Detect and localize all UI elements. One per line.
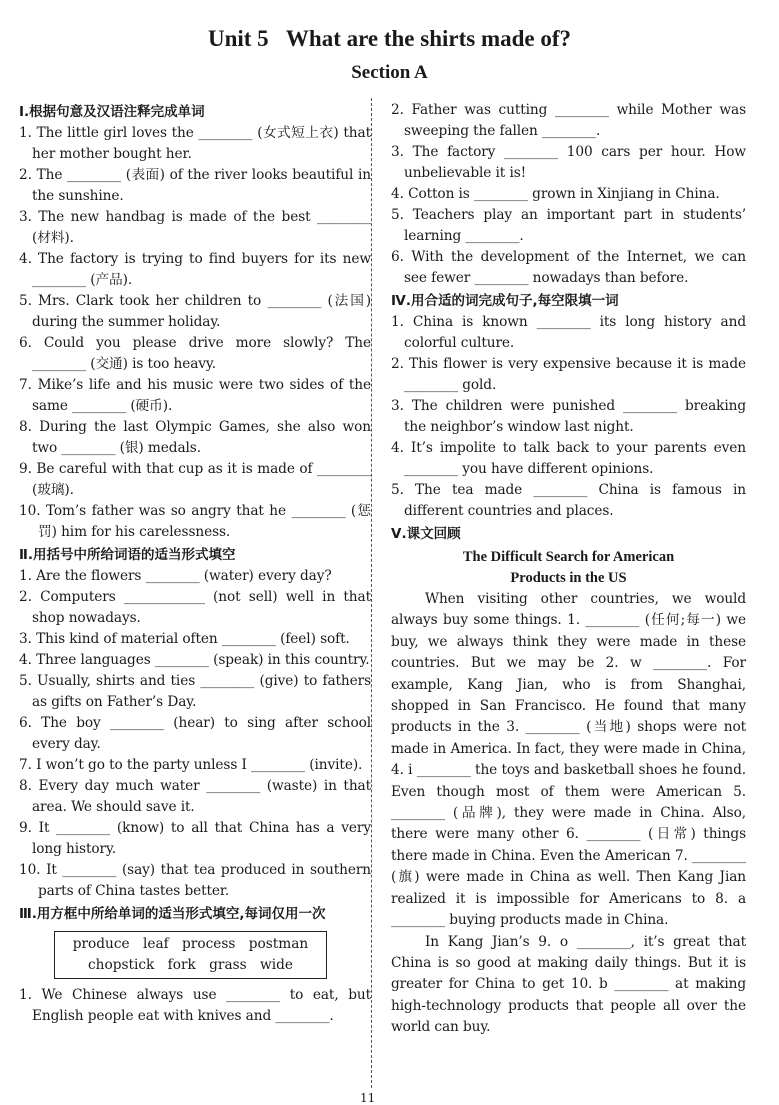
exercise-item: 8. Every day much water ________ (waste) in that area. We should save it. — [19, 778, 371, 815]
word-box-line: produce leaf process postman — [72, 936, 309, 952]
exercise-item: 1. China is known ________ its long history and colorful culture. — [391, 314, 746, 351]
part1-heading: Ⅰ.根据句意及汉语注释完成单词 — [19, 104, 205, 120]
exercise-item: 6. With the development of the Internet, we can see fewer ________ nowadays than before. — [391, 249, 746, 286]
part4-heading: Ⅳ.用合适的词完成句子,每空限填一词 — [391, 293, 619, 309]
exercise-item: 5. The tea made ________ China is famous in different countries and places. — [391, 482, 746, 519]
exercise-item: 4. The factory is trying to find buyers for its new ________ (产品). — [19, 251, 371, 288]
exercise-item: 5. Teachers play an important part in students’ learning ________. — [391, 207, 746, 244]
story-paragraph: When visiting other countries, we would always buy some things. 1. ________ (任何;每一) we buy, we always think they were made in these countries. But we may be 2. w ________. For example, Kang Jian, who is from Shanghai, shopped in San Francisco. He found that many products in the 3. ________ (当地) shops were not made in America. In fact, they were made in China, 4. i ________ the toys and basketball shoes he found. Even though most of them were American 5. ________ (品牌), they were made in China. Also, there were many other 6. ________ (日常) things there made in China. Even the American 7. ________ (旗) were made in China as well. Then Kang Jian realized it is impossible for Americans to 8. a ________ buying products made in China. — [391, 591, 746, 929]
exercise-item: 6. The boy ________ (hear) to sing after school every day. — [19, 715, 371, 752]
exercise-item: 2. This flower is very expensive because it is made ________ gold. — [391, 356, 746, 393]
exercise-item: 10. It ________ (say) that tea produced in southern parts of China tastes better. — [19, 862, 371, 899]
story-title — [391, 547, 746, 589]
exercise-item: 3. The new handbag is made of the best ________ (材料). — [19, 209, 371, 246]
exercise-item: 4. Cotton is ________ grown in Xinjiang in China. — [391, 186, 720, 202]
exercise-item: 3. This kind of material often ________ (feel) soft. — [19, 631, 350, 647]
exercise-item: 1. The little girl loves the ________ (女式短上衣) that her mother bought her. — [19, 125, 371, 162]
left-column — [19, 100, 371, 1027]
story-title-line: The Difficult Search for American — [462, 549, 675, 565]
exercise-item: 2. Computers ____________ (not sell) well in that shop nowadays. — [19, 589, 371, 626]
exercise-item: 1. We Chinese always use ________ to eat, but English people eat with knives and ________. — [19, 987, 371, 1024]
exercise-item: 8. During the last Olympic Games, she also won two ________ (银) medals. — [19, 419, 371, 456]
exercise-item: 5. Mrs. Clark took her children to ________ (法国) during the summer holiday. — [19, 293, 371, 330]
exercise-item: 3. The children were punished ________ breaking the neighbor’s window last night. — [391, 398, 746, 435]
exercise-item: 6. Could you please drive more slowly? The ________ (交通) is too heavy. — [19, 335, 371, 372]
word-box — [54, 931, 327, 979]
column-divider — [371, 98, 372, 1088]
story-paragraph: In Kang Jian’s 9. o ________, it’s great that China is so good at making daily things. But it is greater for China to get 10. b ________ at making high-technology products that people all over the world can buy. — [391, 933, 746, 1036]
right-column — [391, 100, 746, 1039]
exercise-item: 9. It ________ (know) to all that China has a very long history. — [19, 820, 371, 857]
part3-heading: Ⅲ.用方框中所给单词的适当形式填空,每词仅用一次 — [19, 906, 326, 922]
word-box-line: chopstick fork grass wide — [87, 957, 293, 973]
exercise-item: 7. I won’t go to the party unless I ________ (invite). — [19, 757, 363, 773]
story-title-line: Products in the US — [510, 570, 627, 586]
part2-heading: Ⅱ.用括号中所给词语的适当形式填空 — [19, 547, 236, 563]
exercise-item: 9. Be careful with that cup as it is made of ________ (玻璃). — [19, 461, 371, 498]
exercise-item: 4. It’s impolite to talk back to your parents even ________ you have different opinions. — [391, 440, 746, 477]
exercise-item: 2. Father was cutting ________ while Mother was sweeping the fallen ________. — [391, 102, 746, 139]
section-title: Section A — [351, 62, 428, 83]
page-title: Unit 5 What are the shirts made of? — [207, 26, 572, 51]
exercise-item: 4. Three languages ________ (speak) in this country. — [19, 652, 370, 668]
exercise-item: 2. The ________ (表面) of the river looks beautiful in the sunshine. — [19, 167, 371, 204]
part5-heading: Ⅴ.课文回顾 — [391, 526, 461, 542]
exercise-item: 7. Mike’s life and his music were two sides of the same ________ (硬币). — [19, 377, 371, 414]
exercise-item: 10. Tom’s father was so angry that he ________ (惩罚) him for his carelessness. — [19, 503, 371, 540]
exercise-item: 5. Usually, shirts and ties ________ (give) to fathers as gifts on Father’s Day. — [19, 673, 371, 710]
exercise-item: 3. The factory ________ 100 cars per hour. How unbelievable it is! — [391, 144, 746, 181]
exercise-item: 1. Are the flowers ________ (water) every day? — [19, 568, 332, 584]
page-number: 11 — [360, 1091, 376, 1105]
